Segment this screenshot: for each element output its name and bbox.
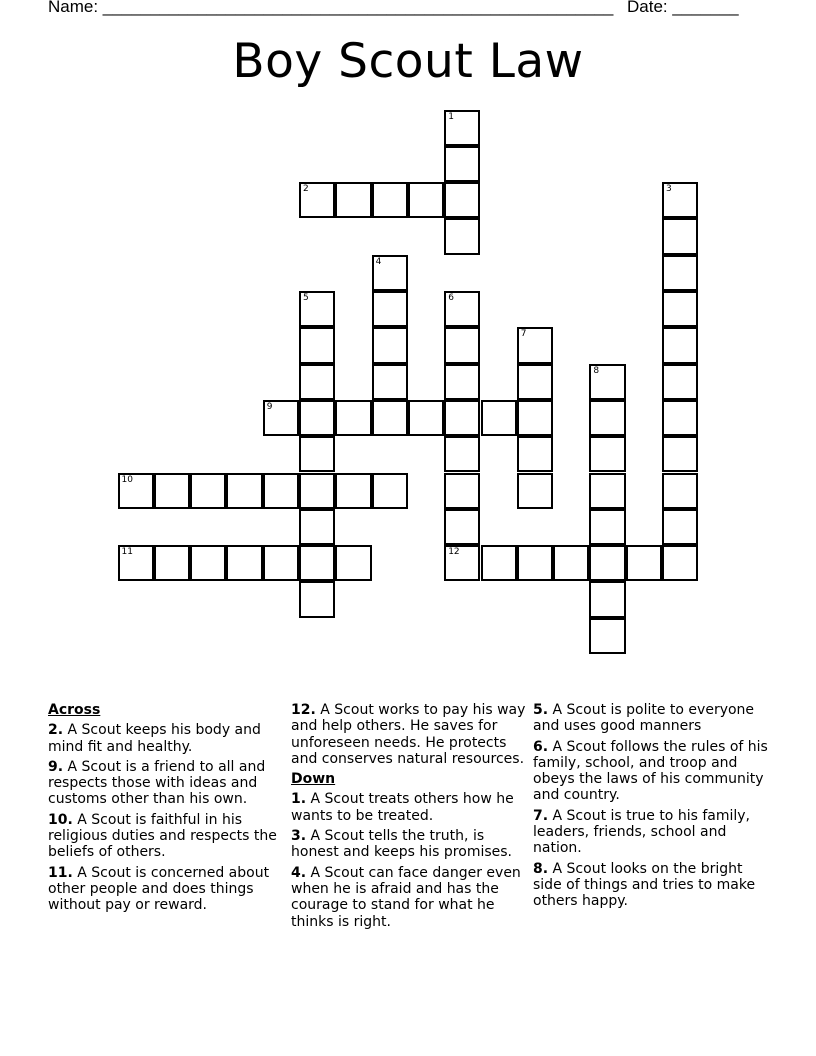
grid-cell[interactable] [118, 545, 154, 581]
cell-number: 3 [666, 184, 672, 195]
grid-cell[interactable] [444, 364, 480, 400]
grid-cell[interactable] [335, 182, 371, 218]
clue-number: 9. [48, 758, 64, 775]
grid-cell[interactable] [589, 436, 625, 472]
cell-number: 1 [448, 111, 454, 122]
grid-cell[interactable] [335, 400, 371, 436]
cell-number: 7 [520, 329, 527, 340]
cell-number: 12 [448, 547, 460, 558]
grid-cell[interactable] [662, 255, 698, 291]
grid-cell[interactable] [372, 291, 408, 327]
grid-cell[interactable] [299, 509, 335, 545]
clue-number: 12. [291, 702, 316, 718]
grid-cell[interactable] [444, 218, 480, 254]
clue-down-8 [533, 861, 769, 910]
grid-cell[interactable] [444, 436, 480, 472]
grid-cell[interactable] [444, 146, 480, 182]
grid-cell[interactable] [662, 327, 698, 363]
grid-cell[interactable] [154, 545, 190, 581]
grid-cell[interactable] [190, 473, 226, 509]
clue-across-11 [48, 865, 284, 914]
grid-cell[interactable] [372, 327, 408, 363]
clue-number: 8. [533, 860, 549, 877]
grid-cell[interactable] [589, 364, 625, 400]
grid-cell[interactable] [517, 327, 553, 363]
grid-cell[interactable] [553, 545, 589, 581]
grid-cell[interactable] [372, 255, 408, 291]
clue-text: A Scout is a friend to all and respects those with ideas and customs other than his own. [48, 758, 266, 808]
clue-number: 10. [48, 811, 73, 828]
clue-down-3 [291, 828, 527, 861]
grid-cell[interactable] [589, 509, 625, 545]
grid-cell[interactable] [372, 473, 408, 509]
grid-cell[interactable] [662, 291, 698, 327]
grid-cell[interactable] [517, 400, 553, 436]
clue-column-2 [291, 702, 527, 934]
clue-text: A Scout tells the truth, is honest and keeps his promises. [291, 828, 512, 861]
clue-column-1 [48, 702, 284, 918]
grid-cell[interactable] [589, 400, 625, 436]
grid-cell[interactable] [408, 400, 444, 436]
grid-cell[interactable] [444, 400, 480, 436]
grid-cell[interactable] [408, 182, 444, 218]
grid-cell[interactable] [372, 400, 408, 436]
grid-cell[interactable] [299, 545, 335, 581]
grid-cell[interactable] [444, 182, 480, 218]
grid-cell[interactable] [662, 436, 698, 472]
clue-across-10 [48, 812, 284, 861]
down-heading: Down [291, 771, 336, 788]
page-title: Boy Scout Law [232, 34, 584, 89]
grid-cell[interactable] [662, 509, 698, 545]
clue-text: A Scout is polite to everyone and uses good manners [533, 702, 755, 735]
grid-cell[interactable] [154, 473, 190, 509]
clue-number: 6. [533, 738, 549, 755]
clue-number: 1. [291, 791, 307, 808]
grid-cell[interactable] [589, 618, 625, 654]
cell-number: 8 [593, 365, 600, 376]
grid-cell[interactable] [299, 473, 335, 509]
grid-cell[interactable] [517, 545, 553, 581]
grid-cell[interactable] [299, 581, 335, 617]
grid-cell[interactable] [662, 473, 698, 509]
grid-cell[interactable] [481, 545, 517, 581]
clue-text: A Scout works to pay his way and help others. He saves for unforeseen needs. He protects and conserves natural resources. [291, 702, 526, 767]
grid-cell[interactable] [517, 436, 553, 472]
clue-across-9 [48, 759, 284, 808]
grid-cell[interactable] [444, 110, 480, 146]
grid-cell[interactable] [444, 473, 480, 509]
clue-down-5 [533, 702, 769, 735]
clue-across-12 [291, 702, 527, 767]
grid-cell[interactable] [299, 182, 335, 218]
grid-cell[interactable] [372, 364, 408, 400]
clue-down-6 [533, 739, 769, 804]
cell-number: 4 [375, 256, 382, 267]
clue-text: A Scout looks on the bright side of things and tries to make others happy. [533, 860, 756, 910]
name-field-label: Name: ______________________________________________________ [48, 0, 614, 16]
grid-cell[interactable] [662, 545, 698, 581]
grid-cell[interactable] [517, 364, 553, 400]
clue-number: 11. [48, 864, 73, 881]
clue-column-3 [533, 702, 769, 914]
grid-cell[interactable] [372, 182, 408, 218]
cell-number: 6 [448, 293, 454, 303]
grid-cell[interactable] [662, 218, 698, 254]
grid-cell[interactable] [226, 473, 262, 509]
cell-number: 2 [303, 184, 309, 195]
clue-number: 5. [533, 702, 549, 718]
clue-text: A Scout is faithful in his religious duties and respects the beliefs of others. [48, 811, 277, 861]
clue-across-2 [48, 722, 284, 755]
grid-cell[interactable] [263, 473, 299, 509]
grid-cell[interactable] [444, 291, 480, 327]
across-heading: Across [48, 702, 101, 718]
date-field-label: Date: _______ [627, 0, 739, 16]
grid-cell[interactable] [589, 545, 625, 581]
grid-cell[interactable] [263, 400, 299, 436]
grid-cell[interactable] [481, 400, 517, 436]
grid-cell[interactable] [626, 545, 662, 581]
grid-cell[interactable] [299, 436, 335, 472]
grid-cell[interactable] [190, 545, 226, 581]
clue-text: A Scout follows the rules of his family, school, and troop and obeys the laws of his community and country. [533, 738, 768, 804]
cell-number: 11 [121, 547, 133, 558]
cell-number: 5 [303, 293, 309, 303]
clue-text: A Scout is true to his family, leaders, friends, school and nation. [533, 807, 750, 857]
clue-text: A Scout keeps his body and mind fit and healthy. [48, 722, 261, 755]
clue-number: 2. [48, 722, 64, 739]
grid-cell[interactable] [299, 327, 335, 363]
grid-cell[interactable] [444, 509, 480, 545]
grid-cell[interactable] [589, 473, 625, 509]
grid-cell[interactable] [335, 545, 371, 581]
grid-cell[interactable] [226, 545, 262, 581]
clue-down-1 [291, 791, 527, 824]
grid-cell[interactable] [444, 327, 480, 363]
grid-cell[interactable] [662, 364, 698, 400]
grid-cell[interactable] [517, 473, 553, 509]
clue-text: A Scout is concerned about other people and does things without pay or reward. [48, 864, 270, 914]
clue-number: 3. [291, 828, 307, 845]
cell-number: 9 [266, 401, 273, 412]
grid-cell[interactable] [662, 400, 698, 436]
grid-cell[interactable] [299, 291, 335, 327]
grid-cell[interactable] [263, 545, 299, 581]
grid-cell[interactable] [299, 364, 335, 400]
grid-cell[interactable] [299, 400, 335, 436]
clue-number: 7. [533, 807, 549, 824]
clue-down-7 [533, 808, 769, 857]
grid-cell[interactable] [589, 581, 625, 617]
grid-cell[interactable] [444, 545, 480, 581]
clue-text: A Scout treats others how he wants to be treated. [291, 791, 514, 824]
cell-number: 10 [121, 474, 133, 485]
grid-cell[interactable] [662, 182, 698, 218]
grid-cell[interactable] [118, 473, 154, 509]
clue-down-4 [291, 865, 527, 930]
clue-text: A Scout can face danger even when he is afraid and has the courage to stand for what he thinks is right. [291, 864, 521, 930]
grid-cell[interactable] [335, 473, 371, 509]
clue-number: 4. [291, 864, 307, 881]
